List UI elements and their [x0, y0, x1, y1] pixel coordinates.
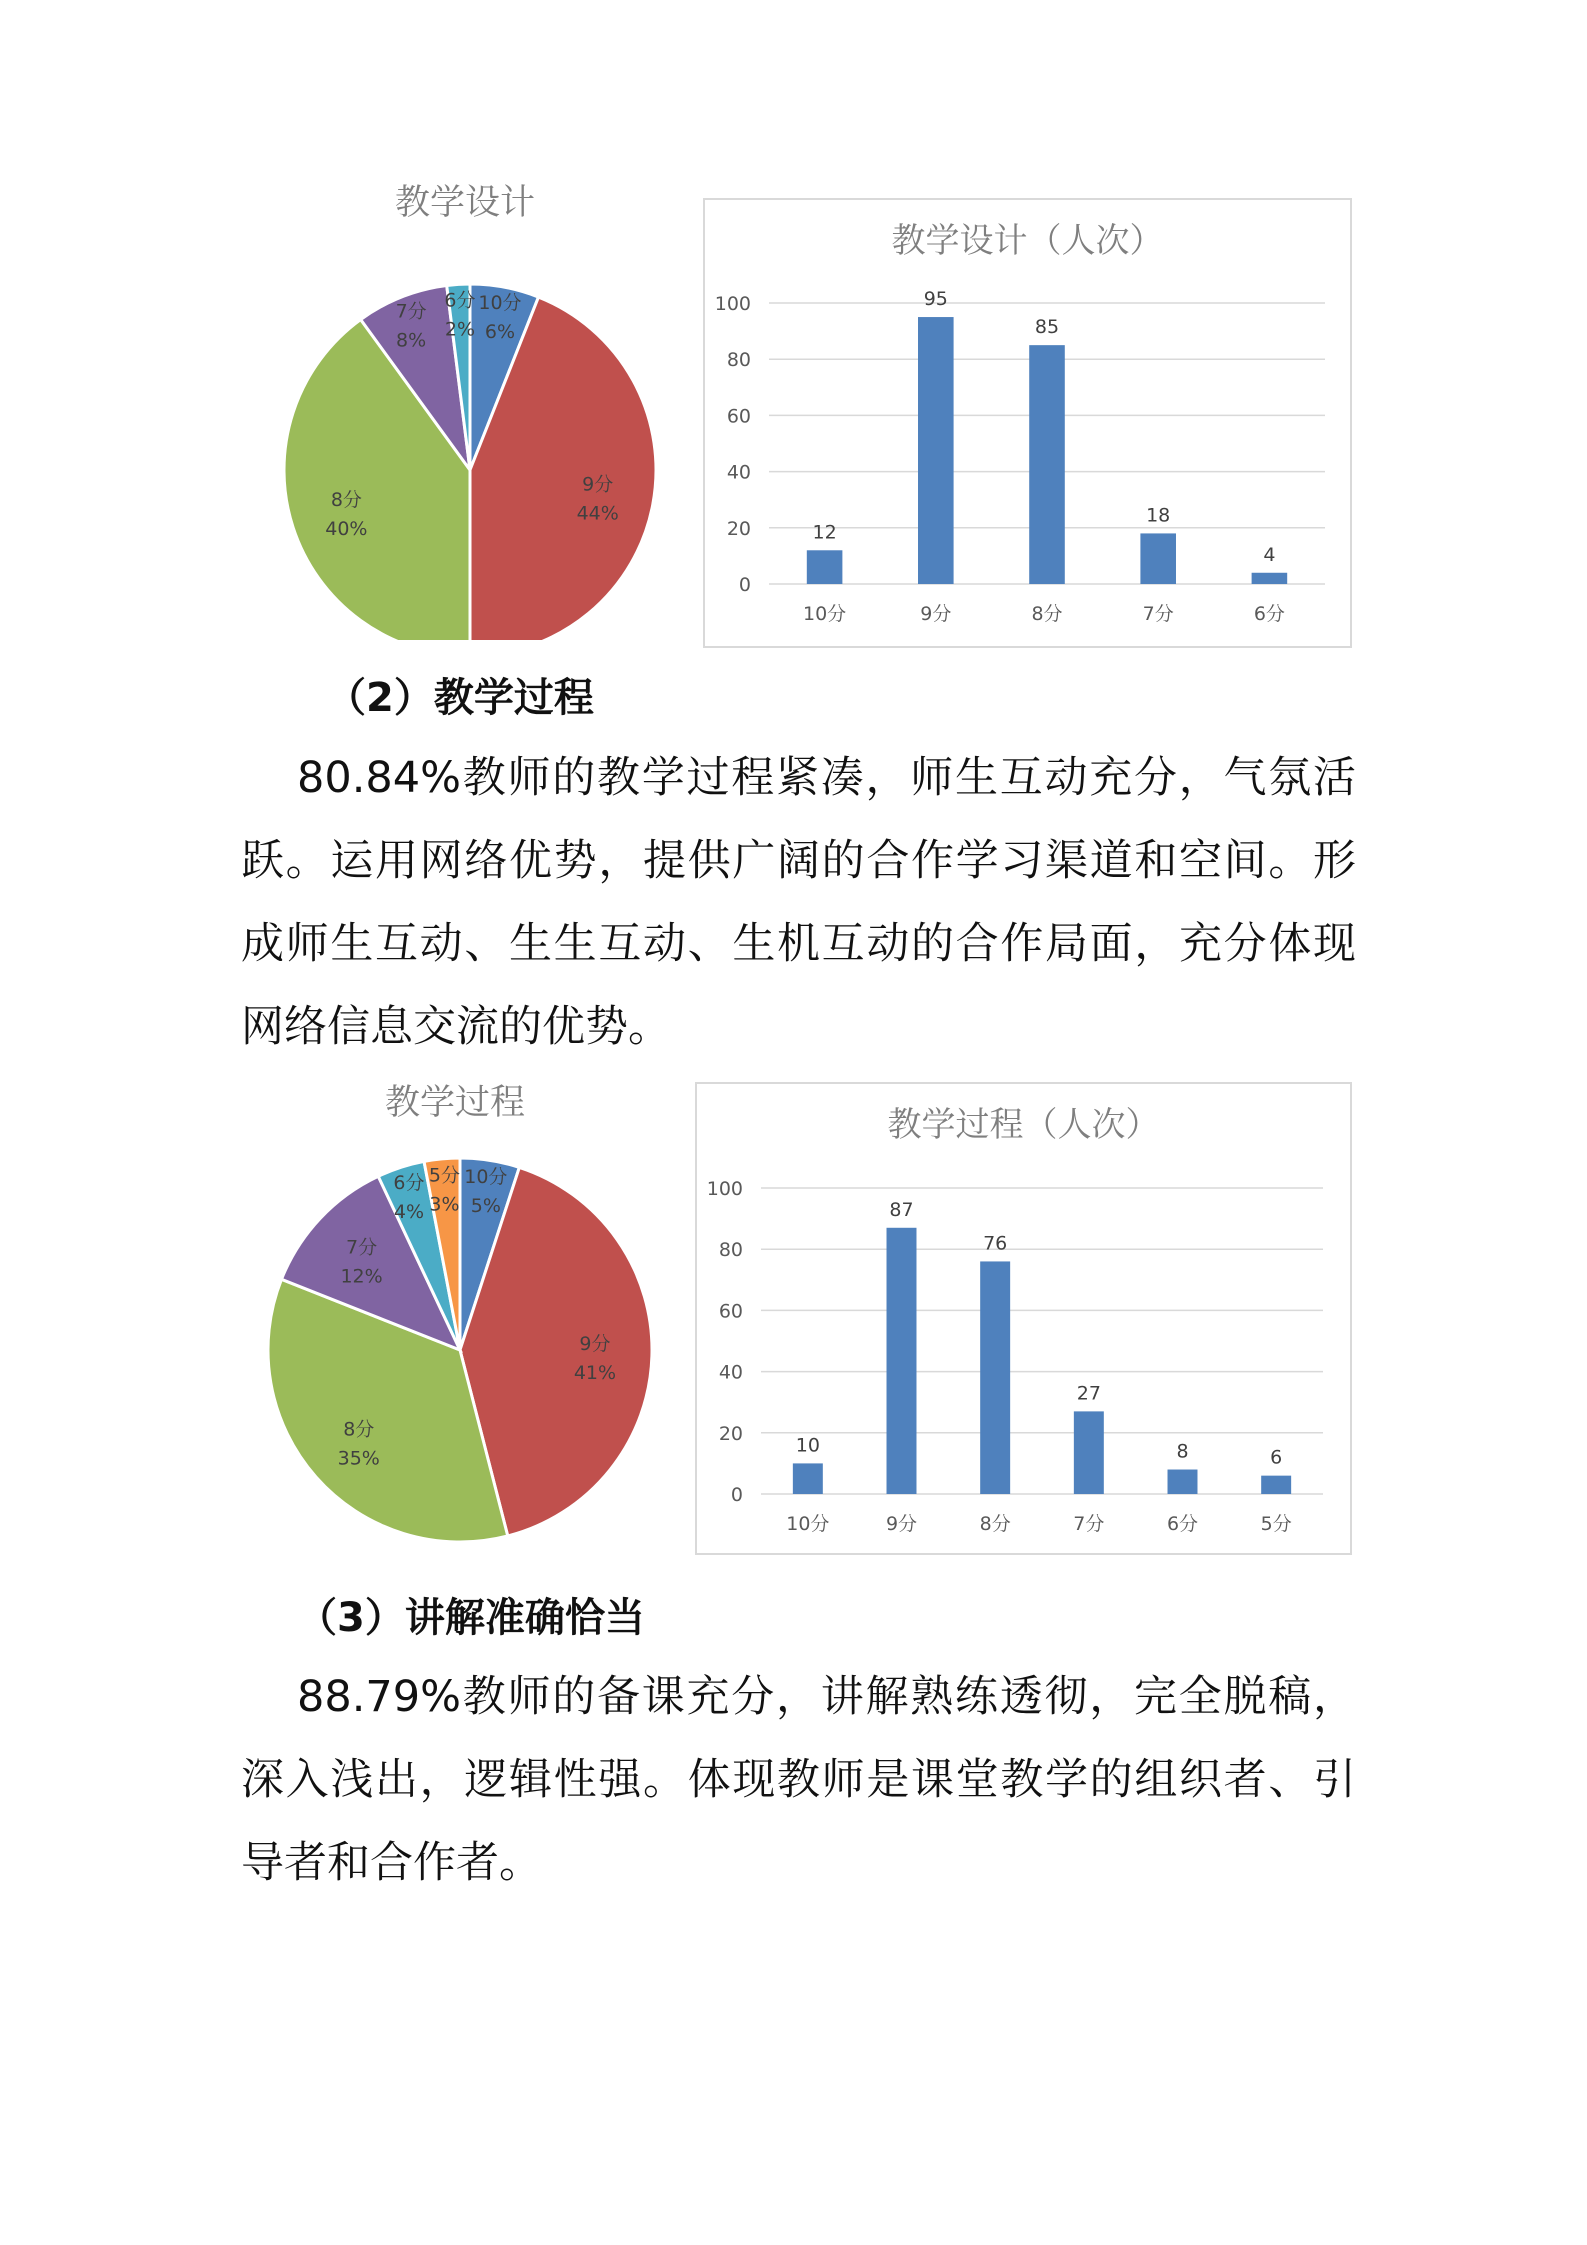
- pie-slice-percent: 8%: [396, 329, 427, 352]
- bar-data-label: 6: [1270, 1446, 1283, 1469]
- process-bar-chart: [695, 1082, 1352, 1555]
- bar-data-label: 87: [889, 1198, 914, 1221]
- bar: [1074, 1411, 1104, 1494]
- bar: [807, 550, 843, 584]
- y-tick-label: 40: [726, 461, 751, 484]
- design-bar-svg: [705, 200, 1350, 646]
- bar-data-label: 12: [812, 521, 837, 544]
- pie-slice-label: 5分: [428, 1164, 461, 1187]
- pie-slice-percent: 5%: [470, 1194, 501, 1217]
- bar-data-label: 10: [795, 1434, 820, 1457]
- y-tick-label: 80: [718, 1239, 743, 1262]
- bar-data-label: 85: [1034, 316, 1060, 339]
- process-bar-svg: [697, 1084, 1350, 1553]
- pie-slice-label: 8分: [343, 1418, 375, 1441]
- section-heading-process: （2）教学过程: [326, 675, 594, 721]
- x-tick-label: 8分: [979, 1513, 1011, 1535]
- bar-data-label: 76: [983, 1232, 1008, 1255]
- bar-chart-title: 教学过程（人次）: [887, 1105, 1160, 1145]
- design-pie-svg: [270, 170, 670, 640]
- y-tick-label: 20: [718, 1422, 743, 1445]
- bar: [1261, 1476, 1291, 1494]
- y-tick-label: 60: [718, 1300, 743, 1323]
- x-tick-label: 7分: [1073, 1513, 1105, 1535]
- bar-data-label: 4: [1263, 543, 1276, 566]
- y-tick-label: 80: [726, 349, 751, 372]
- pie-slice-percent: 40%: [325, 518, 368, 541]
- bar-data-label: 95: [923, 288, 948, 311]
- design-pie-title: 教学设计: [395, 183, 536, 223]
- pie-slice-percent: 3%: [429, 1193, 460, 1216]
- pie-slice-percent: 44%: [576, 502, 619, 525]
- design-pie-chart: [270, 170, 670, 640]
- pie-slice-label: 9分: [582, 473, 614, 496]
- pie-slice-label: 8分: [330, 489, 362, 512]
- pie-slice-percent: 2%: [444, 318, 476, 341]
- y-tick-label: 0: [738, 574, 751, 596]
- bar-chart-title: 教学设计（人次）: [891, 221, 1164, 261]
- process-pie-chart: [260, 1070, 670, 1560]
- bar: [1252, 573, 1288, 584]
- process-pie-svg: [260, 1070, 670, 1560]
- x-tick-label: 5分: [1260, 1513, 1292, 1535]
- section-heading-explain: （3）讲解准确恰当: [297, 1595, 645, 1641]
- pie-slice-label: 6分: [444, 289, 476, 312]
- x-tick-label: 9分: [885, 1513, 918, 1535]
- pie-slice-percent: 6%: [484, 320, 516, 343]
- paragraph-text: 80.84%教师的教学过程紧凑，师生互动充分，气氛活跃。运用网络优势，提供广阔的合作学习渠道和空间。形成师生互动、生生互动、生机互动的合作局面，充分体现网络信息交流的优势。: [241, 753, 1356, 1052]
- y-tick-label: 60: [726, 405, 751, 428]
- x-tick-label: 9分: [920, 603, 952, 625]
- paragraph-text: 88.79%教师的备课充分，讲解熟练透彻，完全脱稿，深入浅出，逻辑性强。体现教师是课堂教学的组织者、引导者和合作者。: [241, 1672, 1356, 1888]
- x-tick-label: 10分: [803, 603, 847, 625]
- pie-slice-percent: 41%: [573, 1362, 617, 1385]
- bar-data-label: 18: [1146, 504, 1171, 527]
- y-tick-label: 40: [718, 1361, 743, 1384]
- bar: [793, 1463, 823, 1494]
- pie-slice-label: 7分: [346, 1236, 378, 1259]
- x-tick-label: 6分: [1253, 603, 1285, 625]
- process-pie-title: 教学过程: [385, 1083, 526, 1123]
- pie-slice-percent: 35%: [337, 1447, 380, 1470]
- x-tick-label: 10分: [786, 1513, 830, 1535]
- bar: [887, 1228, 917, 1494]
- pie-slice-label: 7分: [395, 300, 427, 323]
- bar: [1140, 533, 1176, 584]
- pie-slice-label: 9分: [579, 1333, 611, 1356]
- x-tick-label: 7分: [1142, 603, 1174, 625]
- section-paragraph-process: [241, 737, 1356, 1069]
- section-paragraph-explain: [241, 1656, 1356, 1905]
- pie-slice-label: 10分: [478, 291, 522, 314]
- bar: [1168, 1470, 1198, 1494]
- pie-slice-label: 6分: [393, 1171, 425, 1194]
- bar-data-label: 8: [1176, 1440, 1189, 1463]
- y-tick-label: 100: [706, 1178, 743, 1200]
- y-tick-label: 0: [730, 1484, 743, 1506]
- pie-slice-percent: 4%: [393, 1200, 425, 1223]
- bar-data-label: 27: [1076, 1382, 1101, 1405]
- bar: [980, 1261, 1010, 1494]
- x-tick-label: 8分: [1031, 603, 1063, 625]
- y-tick-label: 20: [726, 517, 751, 540]
- y-tick-label: 100: [714, 293, 751, 315]
- x-tick-label: 6分: [1166, 1513, 1199, 1535]
- design-bar-chart: [703, 198, 1352, 648]
- pie-slice-label: 10分: [464, 1165, 508, 1188]
- bar: [918, 317, 954, 584]
- pie-slice-percent: 12%: [340, 1265, 383, 1288]
- bar: [1029, 345, 1065, 584]
